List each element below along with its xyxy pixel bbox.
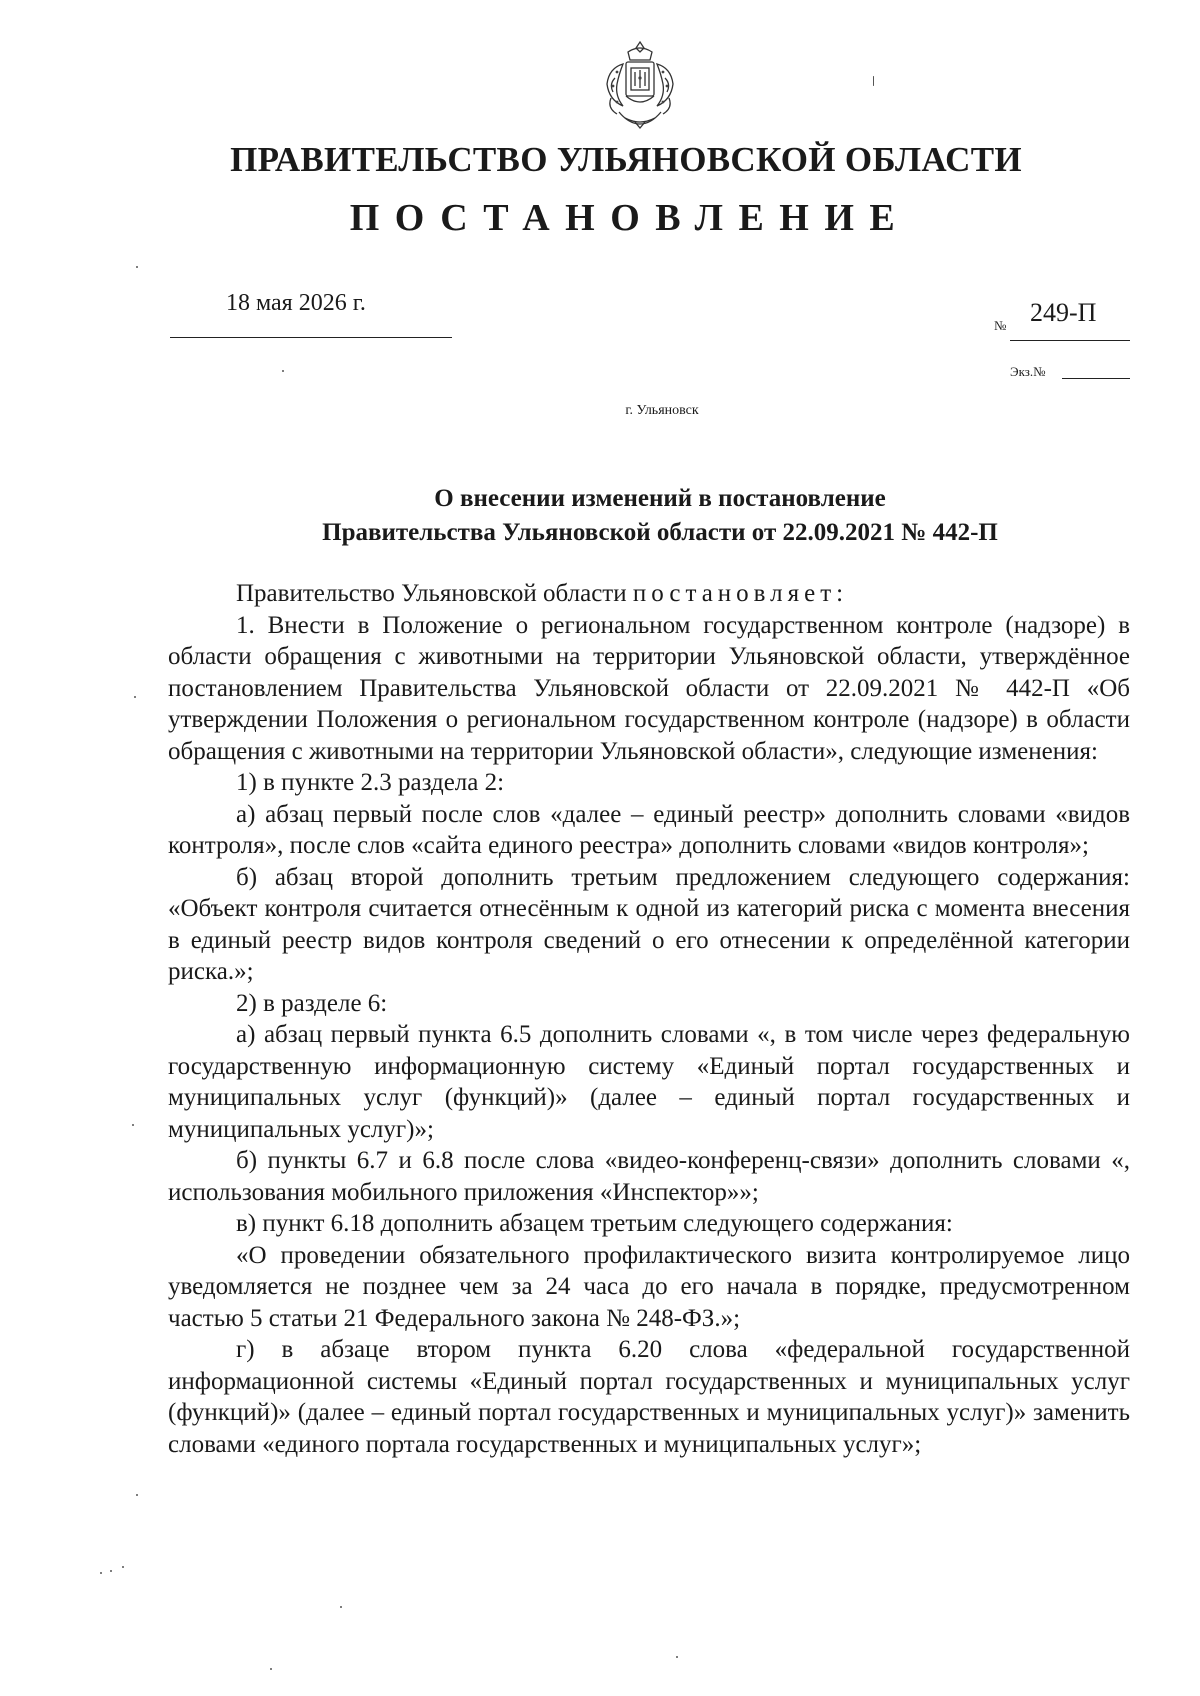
document-title [0,482,1200,550]
copy-number-underline [1062,378,1130,379]
scan-speck [132,1124,134,1126]
intro-decree-word: постановляет: [632,580,849,607]
scan-speck [282,370,284,372]
paragraph-3: а) абзац первый после слов «далее – единый реестр» дополнить словами «видов контроля», после слов «сайта единого реестра» дополнить словами «видов контроля»; [168,800,1130,859]
document-date: 18 мая 2026 г. [226,290,366,316]
city: г. Ульяновск [625,403,699,418]
number-underline [1010,340,1130,341]
scan-speck [136,1494,138,1496]
paragraph-4: б) абзац второй дополнить третьим предложением следующего содержания: «Объект контроля считается отнесённым к одной из категорий риска с момента внесения в единый реестр видов контроля сведений о его отнесении к определённой категории риска.»; [168,863,1130,985]
number-label: № [994,318,1007,333]
scan-speck [134,696,136,698]
scan-speck [676,1656,678,1658]
scan-speck [340,1606,342,1608]
copy-number-label: Экз.№ [1010,364,1046,379]
scan-speck [122,1566,124,1568]
organization-name: ПРАВИТЕЛЬСТВО УЛЬЯНОВСКОЙ ОБЛАСТИ [230,140,1022,179]
date-underline [170,337,452,338]
scan-speck [110,1570,112,1572]
paragraph-9: «О проведении обязательного профилактического визита контролируемое лицо уведомляется не позднее чем за 24 часа до его начала в порядке, предусмотренном частью 5 статьи 21 Федерального закона № 248-ФЗ.»; [168,1241,1130,1332]
paragraph-7: б) пункты 6.7 и 6.8 после слова «видео-конференц-связи» дополнить словами «, использования мобильного приложения «Инспектор»»; [168,1147,1130,1206]
paragraph-6: а) абзац первый пункта 6.5 дополнить словами «, в том числе через федеральную государственную информационную систему «Единый портал государственных и муниципальных услуг (функций)» (далее – единый портал государственных и муниципальных услуг)»; [168,1021,1130,1143]
paragraph-10: г) в абзаце втором пункта 6.20 слова «федеральной государственной информационной системы «Единый портал государственных и муниципальных услуг (функций)» (далее – единый портал государственных и муниципальных услуг)» заменить словами «единого портала государственных и муниципальных услуг»; [168,1336,1130,1458]
title-line-2: Правительства Ульяновской области от 22.09.2021 № 442-П [322,519,998,546]
document-number: 249-П [1030,298,1097,327]
scan-speck [100,1572,102,1574]
coat-of-arms-icon [595,38,685,130]
intro-paragraph [168,578,1130,610]
paragraph-1: 1. Внести в Положение о региональном государственном контроле (надзоре) в области обращения с животными на территории Ульяновской области, утверждённое постановлением Правительства Ульяновской области от 22.09.2021 № 442-П «Об утверждении Положения о региональном государственном контроле (надзоре) в области обращения с животными на территории Ульяновской области», следующие изменения: [168,611,1130,765]
document-type: ПОСТАНОВЛЕНИЕ [349,197,911,239]
intro-prefix: Правительство Ульяновской области [236,580,627,607]
scan-speck [270,1668,272,1670]
scan-speck [136,266,138,268]
title-line-1: О внесении изменений в постановление [434,485,886,512]
paragraph-8: в) пункт 6.18 дополнить абзацем третьим следующего содержания: [236,1210,953,1237]
paragraph-2: 1) в пункте 2.3 раздела 2: [236,769,505,796]
scan-speck [873,76,874,86]
paragraph-5: 2) в разделе 6: [236,989,388,1017]
document-body [168,578,1130,1460]
